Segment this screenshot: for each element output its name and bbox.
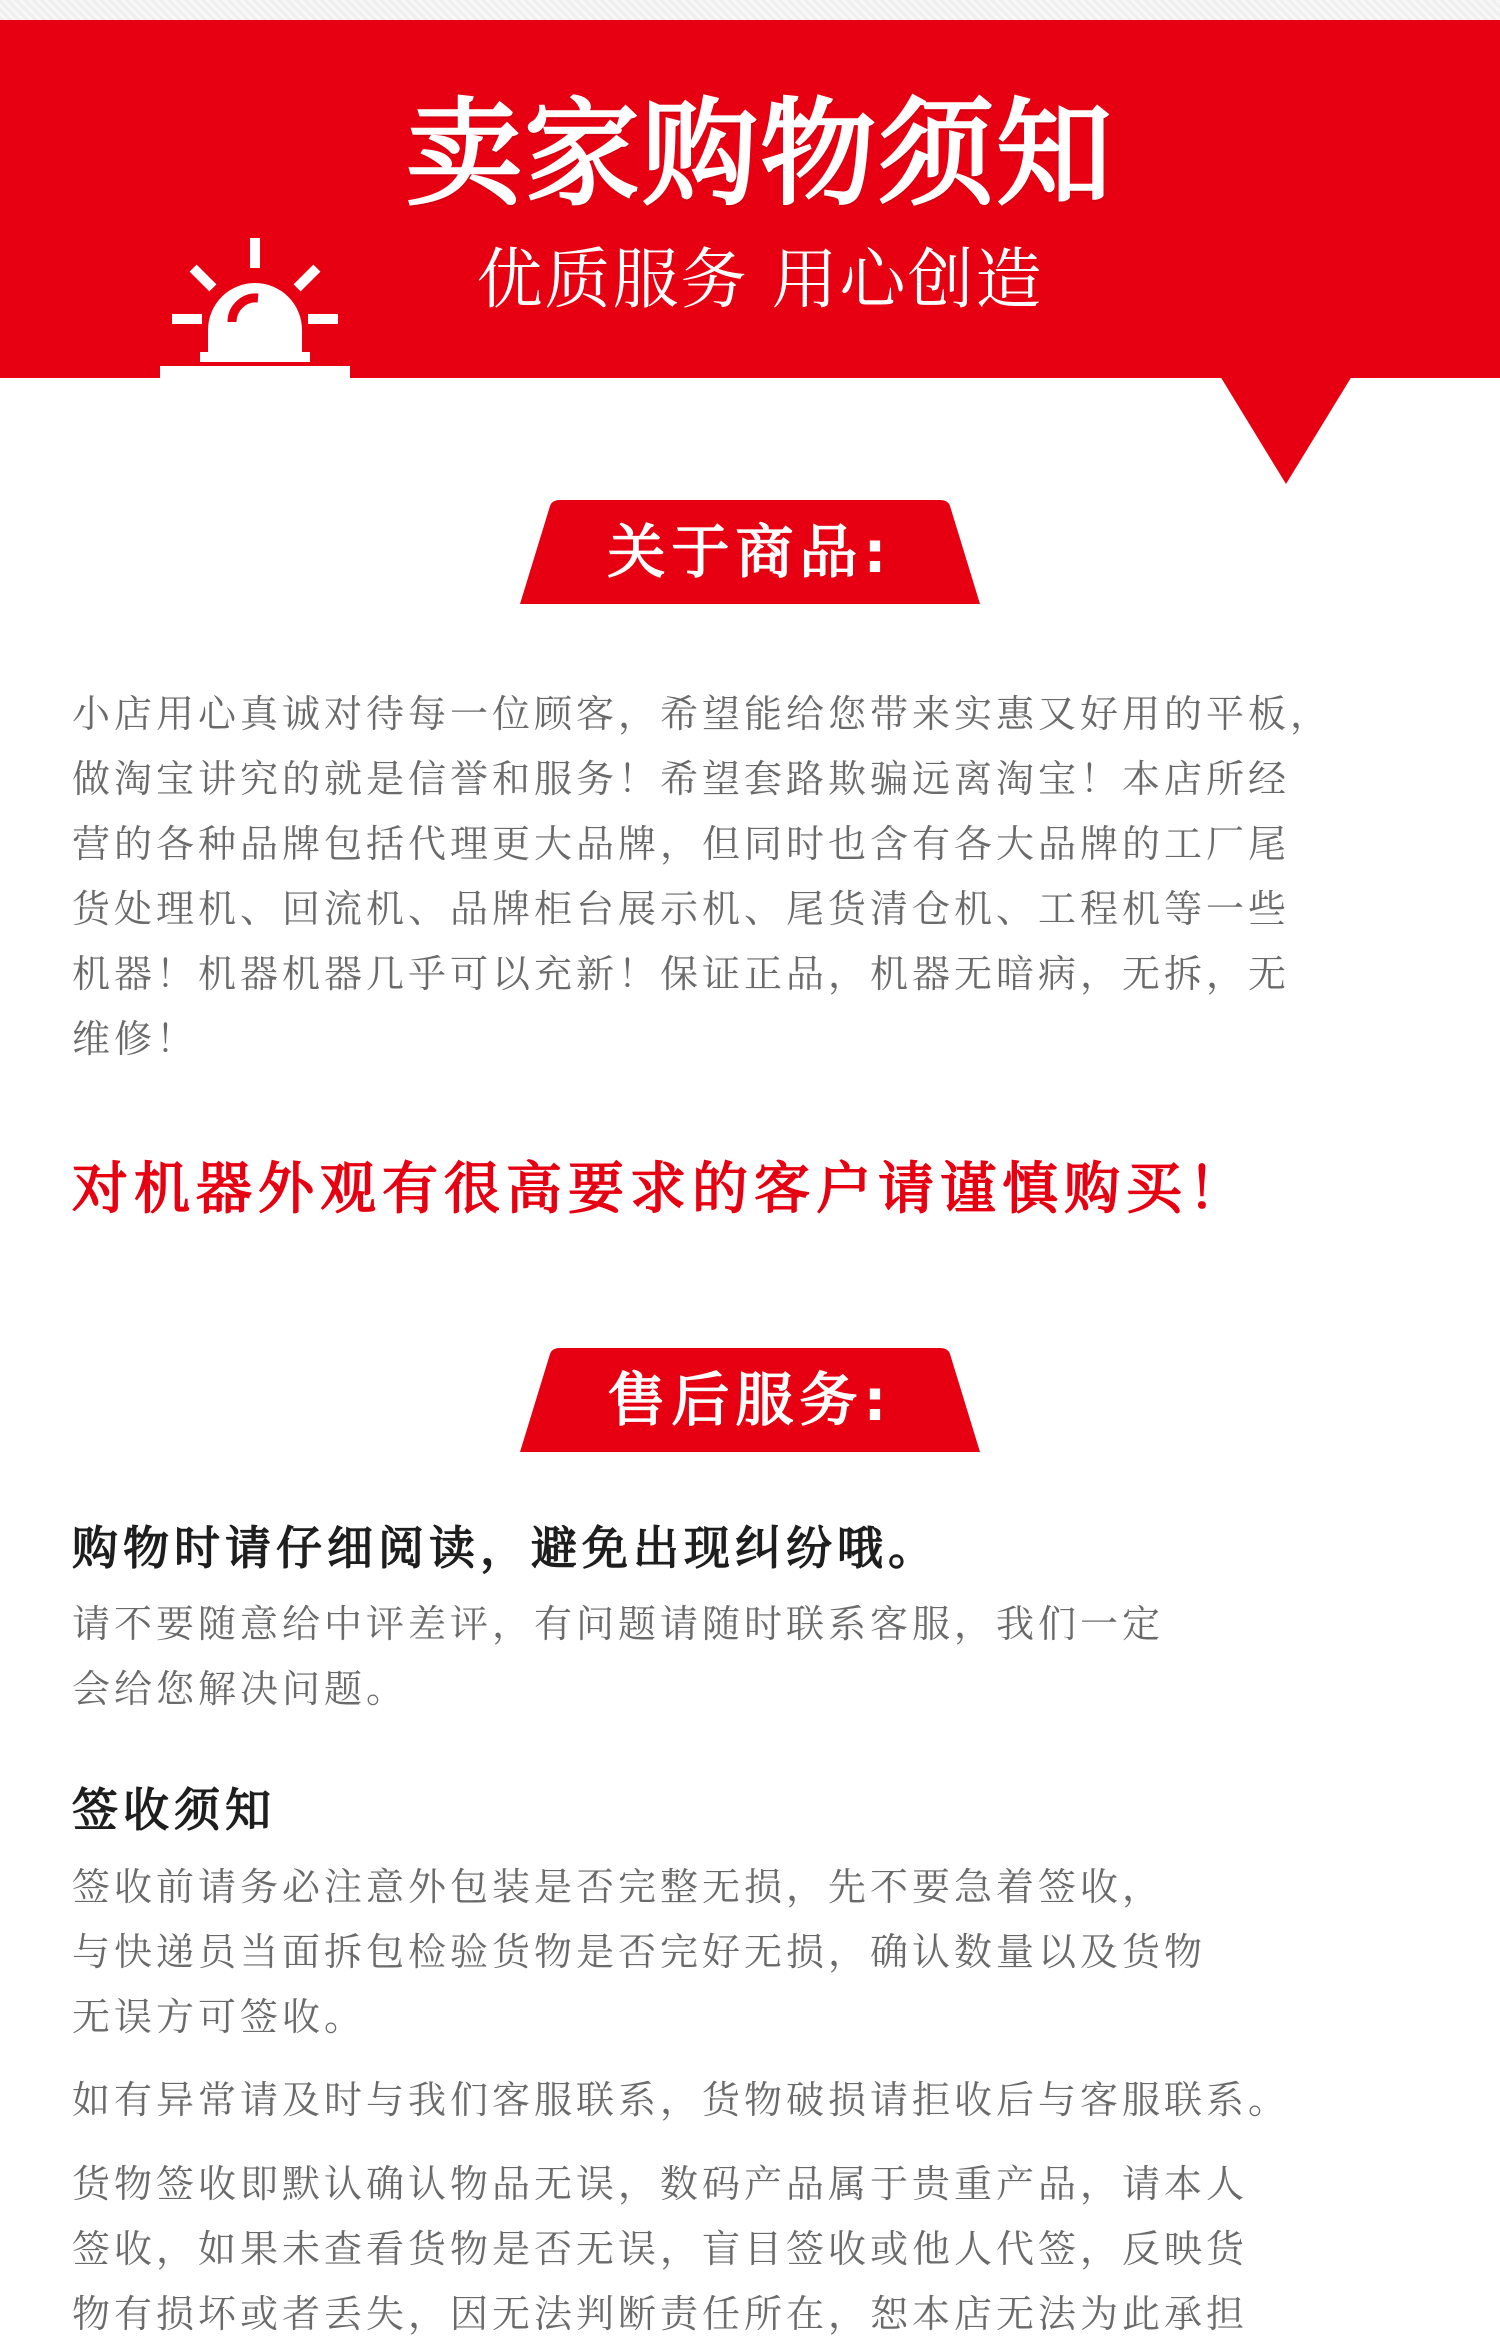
signing-line: 无误方可签收。 xyxy=(72,1995,367,2039)
section-tab-service xyxy=(520,1348,980,1452)
product-line: 营的各种品牌包括代理更大品牌，但同时也含有各大品牌的工厂尾 xyxy=(72,822,1291,866)
liability-line: 货物签收即默认确认物品无误，数码产品属于贵重产品，请本人 xyxy=(72,2162,1249,2206)
top-texture-strip xyxy=(0,0,1500,20)
exception-note: 如有异常请及时与我们客服联系，货物破损请拒收后与客服联系。 xyxy=(72,2078,1291,2122)
signing-line: 与快递员当面拆包检验货物是否完好无损，确认数量以及货物 xyxy=(72,1930,1207,1974)
page-title: 卖家购物须知 xyxy=(406,87,1114,222)
product-line: 小店用心真诚对待每一位顾客，希望能给您带来实惠又好用的平板， xyxy=(72,692,1333,736)
liability-line: 签收，如果未查看货物是否无误，盲目签收或他人代签，反映货 xyxy=(72,2227,1249,2271)
banner-pointer-triangle xyxy=(1220,376,1352,484)
liability-line: 物有损坏或者丢失，因无法判断责任所在，恕本店无法为此承担 xyxy=(72,2292,1249,2336)
signing-line: 签收前请务必注意外包装是否完整无损，先不要急着签收， xyxy=(72,1865,1165,1909)
review-line: 会给您解决问题。 xyxy=(72,1667,409,1711)
page-subtitle: 优质服务 用心创造 xyxy=(476,241,1044,318)
alarm-light-icon xyxy=(160,232,350,378)
review-note xyxy=(72,1592,1462,1722)
product-line: 做淘宝讲究的就是信誉和服务！希望套路欺骗远离淘宝！本店所经 xyxy=(72,757,1291,801)
review-line: 请不要随意给中评差评，有问题请随时联系客服，我们一定 xyxy=(72,1602,1165,1646)
signing-notice-heading: 签收须知 xyxy=(72,1783,276,1837)
product-description xyxy=(72,682,1462,1072)
section-label-product: 关于商品: xyxy=(607,518,893,586)
reading-reminder-heading: 购物时请仔细阅读，避免出现纠纷哦。 xyxy=(72,1521,939,1575)
section-tab-product xyxy=(520,500,980,604)
purchase-warning: 对机器外观有很高要求的客户请谨慎购买！ xyxy=(72,1157,1250,1222)
liability-note xyxy=(72,2152,1462,2347)
section-label-service: 售后服务: xyxy=(607,1366,893,1434)
product-line: 机器！机器机器几乎可以充新！保证正品，机器无暗病，无拆，无 xyxy=(72,952,1291,996)
signing-instructions xyxy=(72,1855,1462,2050)
product-line: 货处理机、回流机、品牌柜台展示机、尾货清仓机、工程机等一些 xyxy=(72,887,1291,931)
product-line: 维修！ xyxy=(72,1017,199,1061)
